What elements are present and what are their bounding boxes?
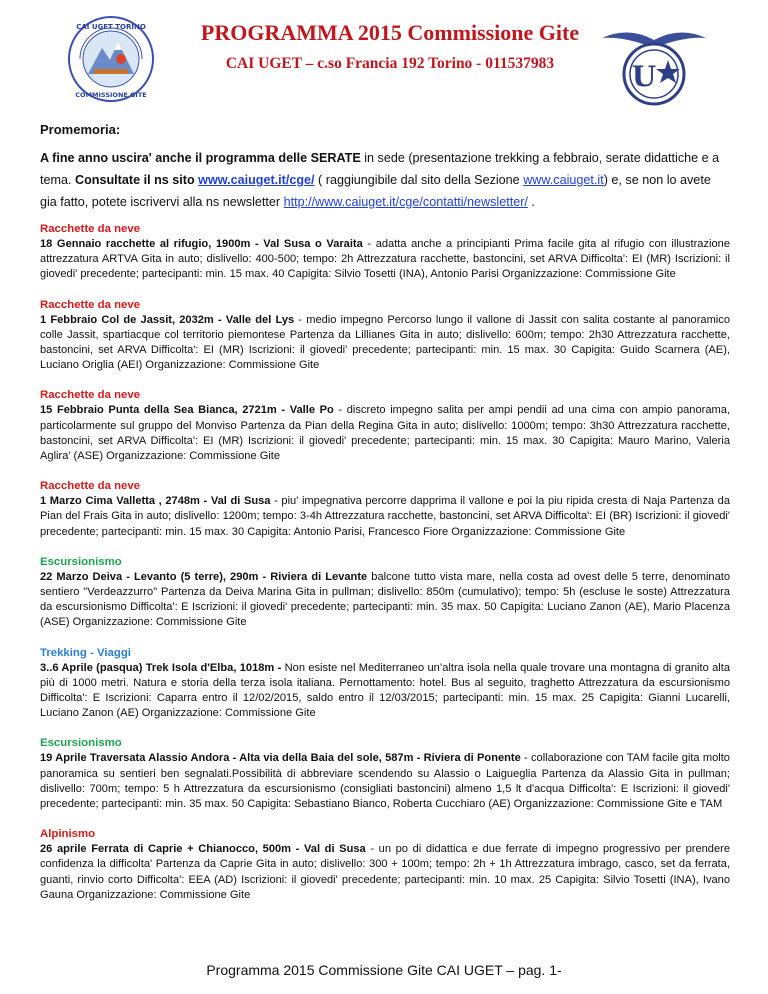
cai-uget-logo <box>66 14 156 104</box>
trip-category: Escursionismo <box>40 555 122 568</box>
memo-text-2: ( raggiungibile dal sito della Sezione <box>314 173 524 187</box>
svg-text:U: U <box>631 60 657 93</box>
uget-emblem-logo <box>598 22 710 112</box>
trip-category: Escursionismo <box>40 737 122 750</box>
memo-text-4: . <box>527 195 535 209</box>
trip-category: Alpinismo <box>40 828 96 841</box>
trip-item <box>40 555 730 631</box>
trip-details: balcone tutto vista mare, nella costa ad ovest delle 5 terre, denominato sentiero "Verdeazzurro" Partenza da Deiva Marina Gita in pullman; dislivello: 850m (cumulativo); tempo: 5h (escluse le soste) Attrezzatura da escursionismo Difficolta': E Iscrizioni: il giovedi' precedente; partecipanti: min. 35 max. 50 Capigita: Luciano Zanon (AE), Mario Placenza (ASE) Organizzazione: Commissione Gite <box>40 570 730 629</box>
trip-item <box>40 827 730 903</box>
trip-item <box>40 479 730 540</box>
trip-details: - discreto impegno salita per ampi pendii ad una cima con ampio panorama, particolarmente sul gruppo del Monviso Partenza da Pian della Regina Gita in auto; dislivello: 1000m; tempo: 3h30 Attrezzatura racchette, bastoncini, set ARVA Difficolta': EI (MR) Iscrizioni: il giovedi' precedente; partecipanti: min. 15 max. 30 Capigita: Mauro Marino, Valeria Aglira’ (ASE) Organizzazione: Commissione Gite <box>40 404 730 463</box>
trip-heading: 15 Febbraio Punta della Sea Bianca, 2721m - Valle Po <box>40 404 334 417</box>
trip-heading: 18 Gennaio racchette al rifugio, 1900m - Val Susa o Varaita <box>40 238 363 250</box>
trip-item <box>40 388 730 464</box>
page-title: PROGRAMMA 2015 Commissione Gite <box>200 20 580 45</box>
svg-text:CAI UGET TORINO: CAI UGET TORINO <box>76 23 146 31</box>
newsletter-link[interactable]: http://www.caiuget.it/cge/contatti/newsletter/ <box>283 195 528 209</box>
trip-description <box>40 237 730 283</box>
trip-category: Racchette da neve <box>40 298 141 311</box>
trip-description <box>40 494 730 540</box>
cge-site-link[interactable]: www.caiuget.it/cge/ <box>198 173 315 187</box>
program-content <box>40 122 730 918</box>
trip-description <box>40 842 730 903</box>
memo-text-1: in sede (presentazione trekking a febbraio, serate didattiche e a tema. <box>40 151 720 187</box>
memo-paragraph <box>40 147 730 213</box>
trip-item <box>40 298 730 374</box>
trip-category: Racchette da neve <box>40 389 141 402</box>
section-site-link[interactable]: www.caiuget.it <box>523 173 604 187</box>
trip-heading: 1 Marzo Cima Valletta , 2748m - Val di Susa <box>40 495 271 508</box>
memo-text-3: ) e, se non lo avete gia fatto, potete iscrivervi alla ns newsletter <box>40 173 711 209</box>
trip-category: Trekking - Viaggi <box>40 646 131 659</box>
trip-heading: 26 aprile Ferrata di Caprie + Chianocco, 500m - Val di Susa <box>40 843 366 856</box>
trip-heading: 22 Marzo Deiva - Levanto (5 terre), 290m - Riviera di Levante <box>40 570 368 583</box>
page-footer: Programma 2015 Commissione Gite CAI UGET – pag. 1- <box>206 962 562 978</box>
trip-heading: 19 Aprile Traversata Alassio Andora - Alta via della Baia del sole, 587m - Riviera di Ponente <box>40 752 521 765</box>
trip-description <box>40 570 730 631</box>
trip-description <box>40 751 730 812</box>
trip-description <box>40 313 730 374</box>
memo-site-label: Consultate il ns sito <box>75 173 199 187</box>
trip-details: - piu' impegnativa percorre dapprima il vallone e poi la piu ripida cresta di Naja Partenza da Pian del Frais Gita in auto; dislivello: 1200m; tempo: 3-4h Attrezzatura racchette, bastoncini, set ARVA Difficolta': EI (BR) Iscrizioni: il giovedi' precedente; partecipanti: min. 15 max. 30 Capigita: Antonio Parisi, Francesco Fiore Organizzazione: Commissione Gite <box>40 495 730 538</box>
trip-details: - adatta anche a principianti Prima facile gita al rifugio con illustrazione attrezzatura ARTVA Gita in auto; dislivello: 400-500; tempo: 2h Attrezzatura racchette, bastoncini, set ARVA Difficolta': EI (MR) Iscrizioni: il giovedi' precedente; partecipanti: min. 15 max. 40 Capigita: Silvio Tosetti (INA), Antonio Parisi Organizzazione: Commissione Gite <box>40 238 730 281</box>
trip-category: Racchette da neve <box>40 480 141 493</box>
trip-details: - medio impegno Percorso lungo il vallone di Jassit con salita costante al panoramico colle Jassit, spartiacque col territorio piemontese Partenza da Lillianes Gita in auto; dislivello: 600m; tempo: 2h30 Attrezzatura racchette, bastoncini, set ARVA Difficolta': EI (MR) Iscrizioni: il giovedi' precedente; partecipanti: min. 15 max. 30 Capigita: Guido Scarnera (AE), Luciano Origlia (AEI) Organizzazione: Commissione Gite <box>40 313 730 372</box>
memo-label: Promemoria: <box>40 122 121 137</box>
trip-description <box>40 661 730 722</box>
trip-details: - un po di didattica e due ferrate di impegno progressivo per prendere confidenza la difficolta' Partenza da Caprie Gita in auto; dislivello: 300 + 100m; tempo: 2h + 1h Attrezzatura imbrago, casco, set da ferrata, guanti, rinvio corto Difficolta': EEA (AD) Iscrizioni: il giovedi' precedente; partecipanti: min. 10 max. 25 Capigita: Silvio Tosetti (INA), Ivano Gauna Organizzazione: Commissione Gite <box>40 843 730 901</box>
trip-heading: 1 Febbraio Col de Jassit, 2032m - Valle del Lys <box>40 313 295 326</box>
trip-item <box>40 736 730 812</box>
trip-category: Racchette da neve <box>40 223 141 235</box>
page-subtitle: CAI UGET – c.so Francia 192 Torino - 011537983 <box>225 55 555 72</box>
memo-serate-notice: A fine anno uscira' anche il programma delle SERATE <box>40 151 361 165</box>
trip-item <box>40 646 730 722</box>
trip-details: - collaborazione con TAM facile gita molto panoramica su sentieri ben segnalati.Possibilità di abbreviare scendendo su Alassio o Laigueglia Partenza da Alassio Gita in pullman; dislivello: 700m; tempo: 5 h Attrezzatura da escursionismo (consigliati bastoncini) almeno 1,5 lt d'acqua Difficolta': E Iscrizioni: il giovedi' precedente; partecipanti: min. 35 max. 50 Capigita: Sebastiano Bianco, Roberta Cucchiaro (AE) Organizzazione: Commissione Gite e TAM <box>40 752 730 811</box>
trip-description <box>40 403 730 464</box>
trip-details: Non esiste nel Mediterraneo un’altra isola nella quale trovare una montagna di granito alta più di 1000 metri. Natura e storia della terza isola italiana. Pernottamento: hotel. Bus al seguito, traghetto Attrezzatura da escursionismo Difficolta': E Iscrizioni: Caparra entro il 12/02/2015, saldo entro il 12/03/2015; partecipanti: min. 15 max. 25 Capigita: Gianni Lucarelli, Luciano Zanon (AE) Organizzazione: Commissione Gite <box>40 661 730 720</box>
trip-item <box>40 222 730 283</box>
svg-text:COMMISSIONE GITE: COMMISSIONE GITE <box>75 91 147 99</box>
trip-heading: 3..6 Aprile (pasqua) Trek Isola d'Elba, 1018m - <box>40 661 282 674</box>
